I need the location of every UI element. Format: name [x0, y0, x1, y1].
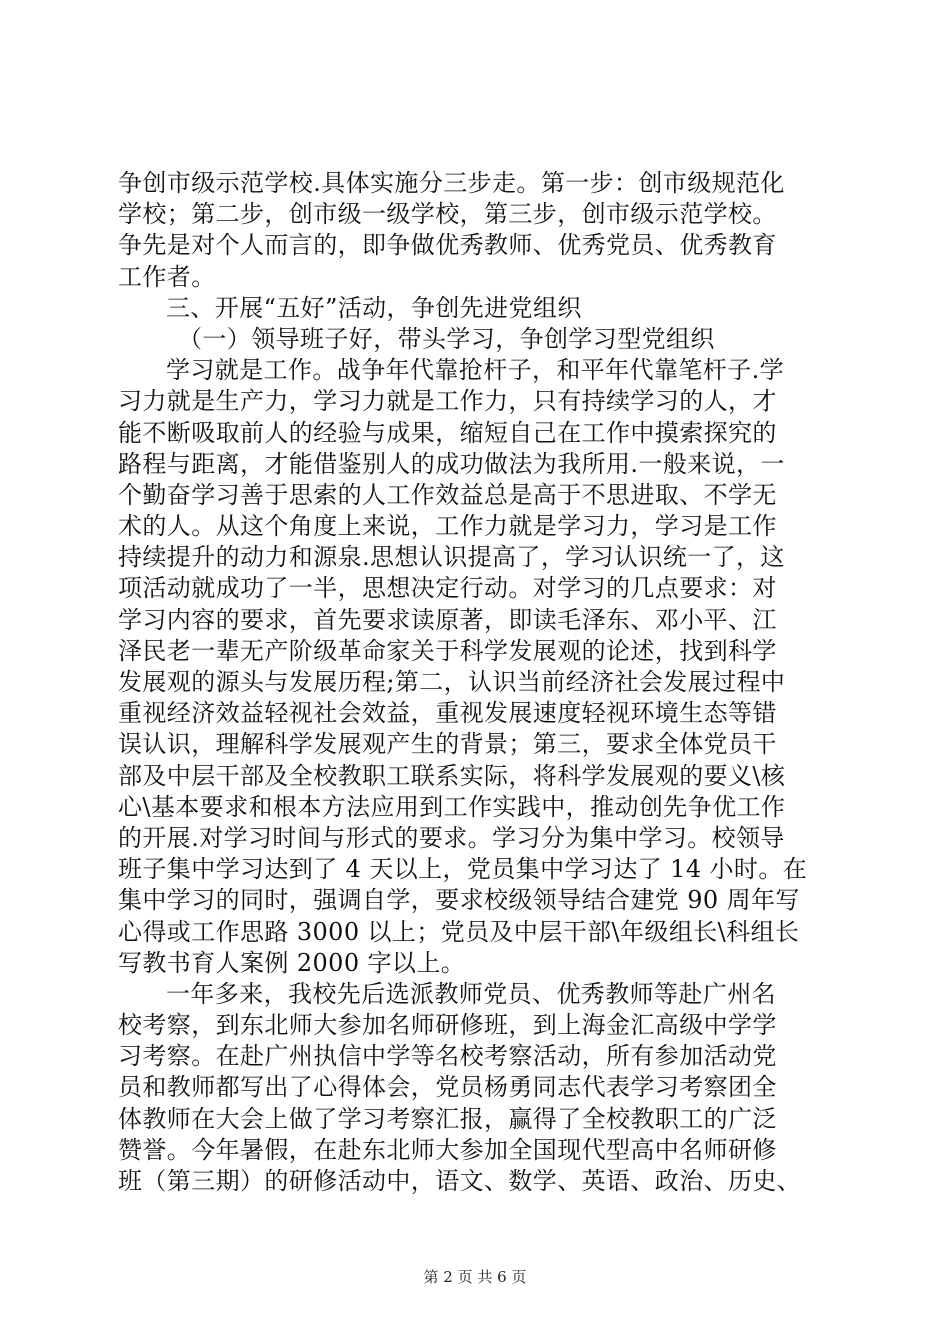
- text-line: 项活动就成功了一半，思想决定行动。对学习的几点要求：对: [118, 574, 777, 603]
- text-line: 工作者。: [118, 262, 216, 291]
- page-number-footer: 第 2 页 共 6 页: [423, 1268, 527, 1286]
- text-line: 班子集中学习达到了 4 天以上，党员集中学习达了 14 小时。在: [118, 855, 808, 884]
- section-heading: 三、开展“五好”活动，争创先进党组织: [166, 293, 582, 322]
- subsection-heading: （一）领导班子好，带头学习，争创学习型党组织: [178, 324, 715, 353]
- paragraph-first-line: 一年多来，我校先后选派教师党员、优秀教师等赴广州名: [166, 979, 776, 1008]
- document-body: [118, 168, 838, 1197]
- text-line: 部及中层干部及全校教职工联系实际，将科学发展观的要义\核: [118, 761, 786, 790]
- text-line: 泽民老一辈无产阶级革命家关于科学发展观的论述，找到科学: [118, 636, 777, 665]
- text-line: 心得或工作思路 3000 以上；党员及中层干部\年级组长\科组长: [118, 917, 800, 946]
- text-line: 的开展.对学习时间与形式的要求。学习分为集中学习。校领导: [118, 823, 785, 852]
- text-line: 心\基本要求和根本方法应用到工作实践中，推动创先争优工作: [118, 792, 786, 821]
- text-line: 校考察，到东北师大参加名师研修班，到上海金汇高级中学学: [118, 1011, 777, 1040]
- text-line: 路程与距离，才能借鉴别人的成功做法为我所用.一般来说，一: [118, 449, 785, 478]
- text-line: 个勤奋学习善于思索的人工作效益总是高于不思进取、不学无: [118, 480, 777, 509]
- text-line: 术的人。从这个角度上来说，工作力就是学习力，学习是工作: [118, 512, 777, 541]
- text-line: 能不断吸取前人的经验与成果，缩短自己在工作中摸索探究的: [118, 418, 777, 447]
- text-line: 误认识，理解科学发展观产生的背景；第三，要求全体党员干: [118, 730, 777, 759]
- text-line: 发展观的源头与发展历程;第二，认识当前经济社会发展过程中: [118, 668, 786, 696]
- text-line: 班（第三期）的研修活动中，语文、数学、英语、政治、历史、: [118, 1167, 802, 1195]
- text-line: 重视经济效益轻视社会效益，重视发展速度轻视环境生态等错: [118, 699, 777, 728]
- text-line: 习力就是生产力，学习力就是工作力，只有持续学习的人，才: [118, 387, 777, 416]
- text-line: 集中学习的同时，强调自学，要求校级领导结合建党 90 周年写: [118, 886, 800, 915]
- text-line: 学校；第二步，创市级一级学校，第三步，创市级示范学校。: [118, 200, 777, 229]
- text-line: 学习内容的要求，首先要求读原著，即读毛泽东、邓小平、江: [118, 605, 777, 634]
- text-line: 持续提升的动力和源泉.思想认识提高了，学习认识统一了，这: [118, 543, 785, 572]
- paragraph-first-line: 学习就是工作。战争年代靠抢杆子，和平年代靠笔杆子.学: [166, 356, 785, 385]
- text-line: 员和教师都写出了心得体会，党员杨勇同志代表学习考察团全: [118, 1073, 777, 1102]
- text-line: 习考察。在赴广州执信中学等名校考察活动，所有参加活动党: [118, 1042, 777, 1071]
- text-line: 争创市级示范学校.具体实施分三步走。第一步：创市级规范化: [118, 169, 785, 197]
- text-line: 赞誉。今年暑假，在赴东北师大参加全国现代型高中名师研修: [118, 1135, 777, 1164]
- text-line: 写教书育人案例 2000 字以上。: [118, 948, 466, 977]
- text-line: 体教师在大会上做了学习考察汇报，赢得了全校教职工的广泛: [118, 1104, 777, 1133]
- text-line: 争先是对个人而言的，即争做优秀教师、优秀党员、优秀教育: [118, 231, 777, 260]
